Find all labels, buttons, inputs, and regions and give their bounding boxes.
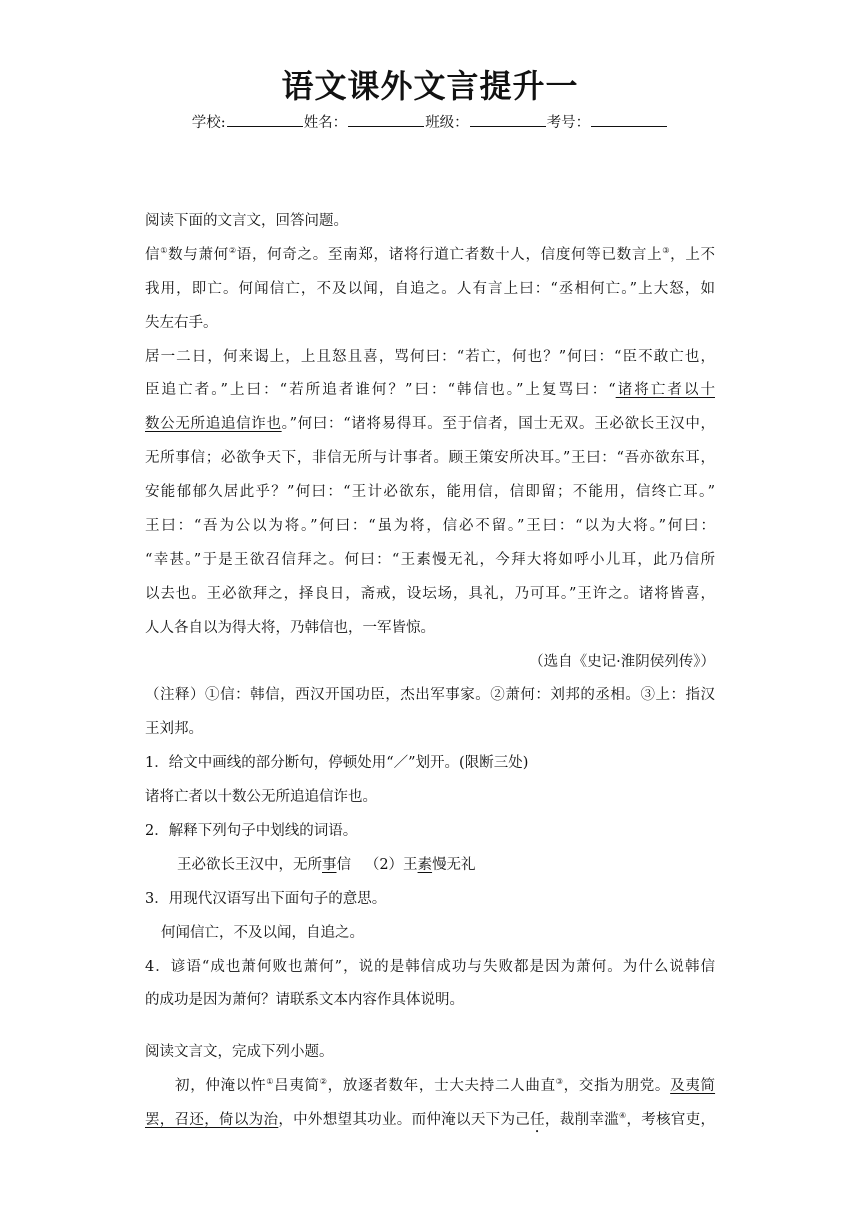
passage1-line: 数公无所追追信诈也。”何曰：“诸将易得耳。至于信者，国士无双。王必欲长王汉中， — [145, 416, 715, 433]
underlined-phrase: 数公无所追追信诈也 — [145, 416, 282, 433]
document-body — [145, 205, 715, 1138]
underlined-phrase: 及夷简 — [670, 1078, 716, 1095]
question-1: 1．给文中画线的部分断句，停顿处用“／”划开。(限断三处) — [145, 755, 529, 772]
class-label: 班级： — [425, 115, 469, 131]
passage2-line: 初，仲淹以忤①吕夷简②，放逐者数年，士大夫持二人曲直③，交指为朋党。及夷简 — [175, 1077, 716, 1095]
school-blank[interactable] — [227, 113, 303, 127]
passage1-intro: 阅读下面的文言文，回答问题。 — [145, 213, 348, 229]
question-4: 4．谚语“成也萧何败也萧何”，说的是韩信成功与失败都是因为萧何。为什么说韩信 — [145, 958, 715, 975]
name-blank[interactable] — [348, 113, 424, 127]
question-3: 3．用现代汉语写出下面句子的意思。 — [145, 890, 387, 907]
question-4-cont: 的成功是因为萧何？请联系文本内容作具体说明。 — [145, 992, 464, 1009]
passage1-line: 人人各自以为得大将，乃韩信也，一军皆惊。 — [145, 619, 435, 636]
passage1-line: 安能郁郁久居此乎？”何曰：“王计必欲东，能用信，信即留；不能用，信终亡耳。” — [145, 484, 715, 501]
section-gap — [145, 1018, 715, 1036]
passage2-line: 罢，召还，倚以为治，中外想望其功业。而仲淹以天下为己任，裁削幸滥④，考核官吏， — [145, 1111, 716, 1129]
passage1-line: “幸甚。”于是王欲召信拜之。何曰：“王素慢无礼，今拜大将如呼小儿耳，此乃信所 — [145, 551, 715, 568]
passage1-note: （注释）①信：韩信，西汉开国功臣，杰出军事家。②萧何：刘邦的丞相。③上：指汉 — [145, 687, 715, 704]
name-label: 姓名： — [303, 115, 348, 131]
school-label: 学校: — [191, 115, 226, 131]
passage1-line: 以去也。王必欲拜之，择良日，斋戒，设坛场，具礼，乃可耳。”王许之。诸将皆喜， — [145, 585, 715, 602]
passage1-line: 失左右手。 — [145, 314, 218, 331]
class-blank[interactable] — [470, 113, 546, 127]
question-2: 2．解释下列句子中划线的词语。 — [145, 823, 358, 840]
question-3-text: 何闻信亡，不及以闻，自追之。 — [161, 924, 364, 941]
passage1-line: 无所事信；必欲争天下，非信无所与计事者。顾王策安所决耳。”王曰：“吾亦欲东耳， — [145, 450, 715, 467]
underlined-phrase: 罢，召还，倚以为治 — [145, 1112, 279, 1129]
question-2-items: 王必欲长王汉中，无所事信 （2）王素慢无礼 — [177, 856, 476, 873]
exam-no-blank[interactable] — [591, 113, 667, 127]
passage1-line: 臣追亡者。”上曰：“若所追者谁何？”曰：“韩信也。”上复骂曰：“诸将亡者以十 — [145, 382, 715, 399]
document-title: 语文课外文言提升一 — [281, 67, 579, 105]
question-1-text: 诸将亡者以十数公无所追追信诈也。 — [145, 789, 377, 806]
dotted-word: 任 — [530, 1112, 545, 1129]
passage1-note: 王刘邦。 — [145, 721, 203, 738]
passage1-line: 我用，即亡。何闻信亡，不及以闻，自追之。人有言上曰：“丞相何亡。”上大怒，如 — [145, 280, 715, 297]
underlined-word: 事 — [322, 856, 337, 873]
passage1-line: 信①数与萧何②语，何奇之。至南郑，诸将行道亡者数十人，信度何等已数言上③，上不 — [145, 245, 716, 263]
passage1-source: （选自《史记·淮阴侯列传》） — [529, 653, 715, 670]
exam-no-label: 考号： — [546, 115, 591, 131]
passage2-intro: 阅读文言文，完成下列小题。 — [145, 1044, 334, 1061]
student-info-line — [0, 113, 860, 133]
underlined-word: 素 — [417, 856, 433, 873]
passage1-line: 居一二日，何来谒上，上且怒且喜，骂何曰：“若亡，何也？”何曰：“臣不敢亡也， — [145, 348, 715, 365]
underlined-phrase: 诸将亡者以十 — [615, 382, 715, 399]
passage1-line: 王曰：“吾为公以为将。”何曰：“虽为将，信必不留。”王曰：“以为大将。”何曰： — [145, 518, 715, 535]
